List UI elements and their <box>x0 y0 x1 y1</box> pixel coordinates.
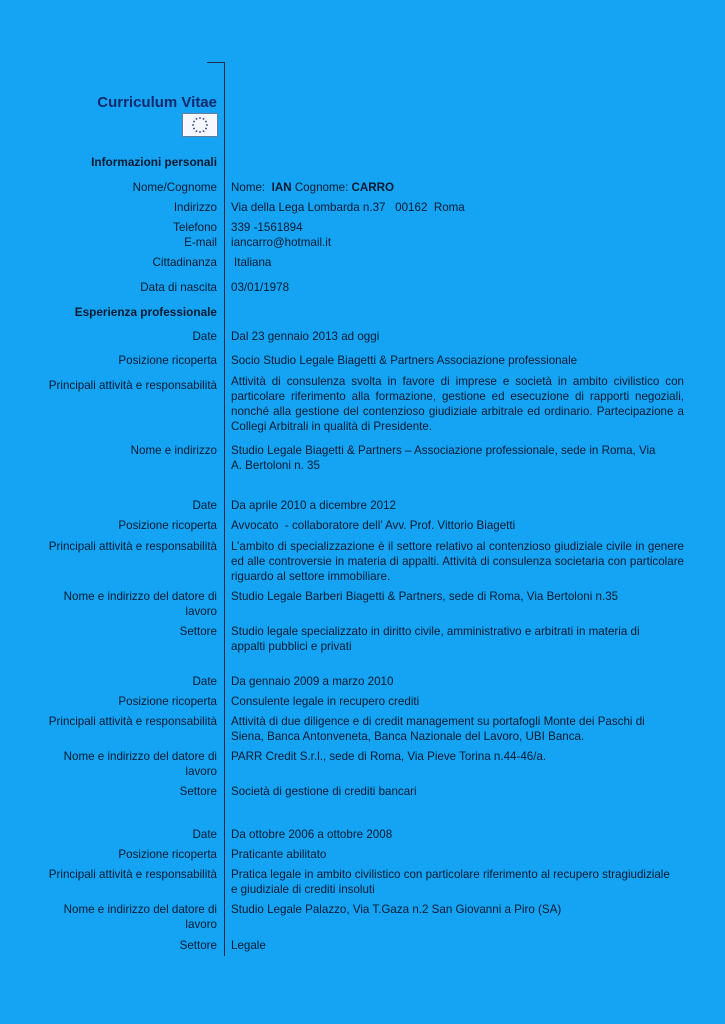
job4-sector-label: Settore <box>179 939 217 952</box>
job4-sector: Legale <box>231 939 266 952</box>
section-experience: Esperienza professionale <box>74 305 217 319</box>
job1-date-label: Date <box>192 330 217 343</box>
job2-position: Avvocato - collaboratore dell’ Avv. Prof. Vittorio Biagetti <box>231 519 516 532</box>
phone-label: Telefono <box>173 221 217 234</box>
job4-activities: Pratica legale in ambito civilistico con particolare riferimento al recupero stragiudiziale e giudiziale di crediti insoluti <box>231 868 670 896</box>
job1-position-label: Posizione ricoperta <box>118 354 217 367</box>
job2-sector-label: Settore <box>179 625 217 638</box>
job2-date: Da aprile 2010 a dicembre 2012 <box>231 499 396 512</box>
section-personal-info: Informazioni personali <box>91 155 217 169</box>
address-value: Via della Lega Lombarda n.37 00162 Roma <box>231 201 465 214</box>
job3-sector: Società di gestione di crediti bancari <box>231 785 417 798</box>
job3-activities-label: Principali attività e responsabilità <box>48 715 217 728</box>
job3-date: Da gennaio 2009 a marzo 2010 <box>231 675 394 688</box>
header-rule <box>207 62 224 63</box>
phone-value: 339 -1561894 <box>231 221 303 234</box>
birth-label: Data di nascita <box>140 281 217 294</box>
column-divider <box>224 62 225 956</box>
job4-activities-label: Principali attività e responsabilità <box>48 868 217 881</box>
address-label: Indirizzo <box>173 201 217 214</box>
job1-name-address: Studio Legale Biagetti & Partners – Associazione professionale, sede in Roma, Via A. Bertoloni n. 35 <box>231 444 656 472</box>
job1-date: Dal 23 gennaio 2013 ad oggi <box>231 330 380 343</box>
job3-employer: PARR Credit S.r.l., sede di Roma, Via Pieve Torina n.44-46/a. <box>231 750 547 763</box>
job3-date-label: Date <box>192 675 217 688</box>
job4-employer-label: Nome e indirizzo del datore di lavoro <box>63 903 217 931</box>
citizenship-value: Italiana <box>234 256 272 269</box>
job2-date-label: Date <box>192 499 217 512</box>
job4-employer: Studio Legale Palazzo, Via T.Gaza n.2 San Giovanni a Piro (SA) <box>231 903 562 916</box>
job2-activities: L’ambito di specializzazione è il settore relativo al contenzioso giudiziale civile in genere ed alle controversie in materia di appalti. Attività di consulenza societaria con particolare riguardo al settore immobiliare. <box>231 540 684 583</box>
job1-position: Socio Studio Legale Biagetti & Partners Associazione professionale <box>231 354 578 367</box>
job3-sector-label: Settore <box>179 785 217 798</box>
job4-position-label: Posizione ricoperta <box>118 848 217 861</box>
job3-position: Consulente legale in recupero crediti <box>231 695 420 708</box>
email-value[interactable]: iancarro@hotmail.it <box>231 236 332 249</box>
name-value: Nome: IAN Cognome: CARRO <box>231 181 395 194</box>
job4-date-label: Date <box>192 828 217 841</box>
job2-position-label: Posizione ricoperta <box>118 519 217 532</box>
job3-position-label: Posizione ricoperta <box>118 695 217 708</box>
birth-value: 03/01/1978 <box>231 281 290 294</box>
page-title: Curriculum Vitae <box>97 94 217 111</box>
job1-activities: Attività di consulenza svolta in favore di imprese e società in ambito civilistico con particolare riferimento alla formazione, gestione ed esecuzione di rapporti negoziali, nonché alla gestione del contenzioso giudiziale arbitrale ed ordinario. Partecipazione a Collegi Arbitrali in qualità di Presidente. <box>231 375 684 433</box>
job2-employer: Studio Legale Barberi Biagetti & Partners, sede di Roma, Via Bertoloni n.35 <box>231 590 619 603</box>
job3-activities: Attività di due diligence e di credit management su portafogli Monte dei Paschi di Siena, Banca Antonveneta, Banca Nazionale del Lavoro, UBI Banca. <box>231 715 645 743</box>
job1-activities-label: Principali attività e responsabilità <box>48 379 217 392</box>
email-label: E-mail <box>184 236 217 249</box>
name-label: Nome/Cognome <box>132 181 217 194</box>
job4-date: Da ottobre 2006 a ottobre 2008 <box>231 828 393 841</box>
eu-flag-icon <box>182 113 218 137</box>
job2-sector: Studio legale specializzato in diritto civile, amministrativo e arbitrati in materia di appalti pubblici e privati <box>231 625 640 653</box>
job2-employer-label: Nome e indirizzo del datore di lavoro <box>63 590 217 618</box>
citizenship-label: Cittadinanza <box>152 256 217 269</box>
job2-activities-label: Principali attività e responsabilità <box>48 540 217 553</box>
job1-name-address-label: Nome e indirizzo <box>130 444 217 457</box>
job4-position: Praticante abilitato <box>231 848 327 861</box>
job3-employer-label: Nome e indirizzo del datore di lavoro <box>63 750 217 778</box>
